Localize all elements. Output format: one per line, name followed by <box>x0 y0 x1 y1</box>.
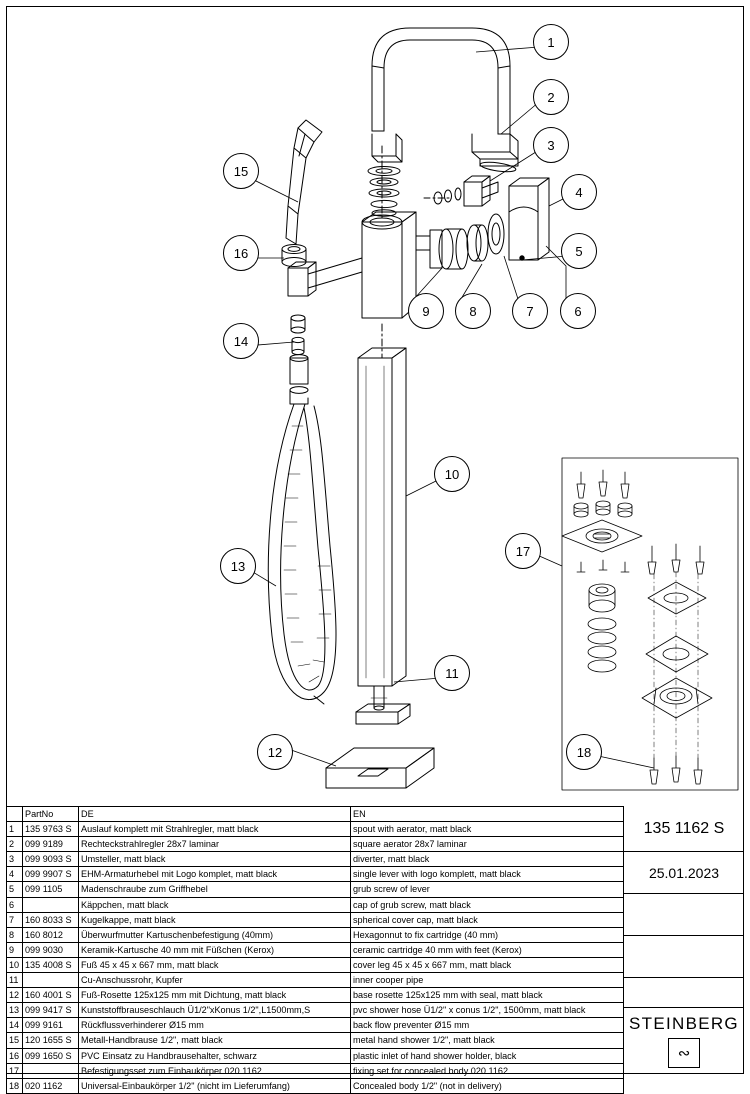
callout-13: 13 <box>220 548 256 584</box>
table-row <box>7 882 624 897</box>
cell-en: square aerator 28x7 laminar <box>351 837 624 852</box>
cell-de: Fuß-Rosette 125x125 mm mit Dichtung, matt black <box>79 988 351 1003</box>
cell-de: Universal-Einbaukörper 1/2" (nicht im Lieferumfang) <box>79 1078 351 1093</box>
cell-partno <box>23 1063 79 1078</box>
cell-en: pvc shower hose Ü1/2" x conus 1/2", 1500mm, matt black <box>351 1003 624 1018</box>
cell-partno: 099 9907 S <box>23 867 79 882</box>
callout-6: 6 <box>560 293 596 329</box>
cell-partno: 099 9189 <box>23 837 79 852</box>
cell-pos: 17 <box>7 1063 23 1078</box>
table-row <box>7 867 624 882</box>
table-row <box>7 942 624 957</box>
parts-table <box>6 806 624 1094</box>
callout-16: 16 <box>223 235 259 271</box>
cell-pos: 2 <box>7 837 23 852</box>
cell-de: EHM-Armaturhebel mit Logo komplet, matt black <box>79 867 351 882</box>
cell-en: back flow preventer Ø15 mm <box>351 1018 624 1033</box>
cell-pos: 16 <box>7 1048 23 1063</box>
cell-en: grub screw of lever <box>351 882 624 897</box>
cell-pos: 15 <box>7 1033 23 1048</box>
cell-partno: 099 9417 S <box>23 1003 79 1018</box>
cell-pos: 10 <box>7 957 23 972</box>
cell-de: Überwurfmutter Kartuschenbefestigung (40mm) <box>79 927 351 942</box>
cell-en: Hexagonnut to fix cartridge (40 mm) <box>351 927 624 942</box>
cell-en: spout with aerator, matt black <box>351 822 624 837</box>
cell-partno: 099 9161 <box>23 1018 79 1033</box>
cell-de: Madenschraube zum Griffhebel <box>79 882 351 897</box>
cell-pos: 1 <box>7 822 23 837</box>
cell-en: ceramic cartridge 40 mm with feet (Kerox) <box>351 942 624 957</box>
callout-2: 2 <box>533 79 569 115</box>
cell-pos: 18 <box>7 1078 23 1093</box>
callout-14: 14 <box>223 323 259 359</box>
cell-de: Umsteller, matt black <box>79 852 351 867</box>
callout-8: 8 <box>455 293 491 329</box>
cell-partno: 099 1650 S <box>23 1048 79 1063</box>
cell-pos: 9 <box>7 942 23 957</box>
table-header-row <box>7 807 624 822</box>
cell-pos: 6 <box>7 897 23 912</box>
table-row <box>7 822 624 837</box>
table-row <box>7 1078 624 1093</box>
cell-en: spherical cover cap, matt black <box>351 912 624 927</box>
callout-5: 5 <box>561 233 597 269</box>
th-partno: PartNo <box>23 807 79 822</box>
table-row <box>7 1018 624 1033</box>
callout-1: 1 <box>533 24 569 60</box>
cell-partno: 135 9763 S <box>23 822 79 837</box>
cell-partno <box>23 897 79 912</box>
document-number: 135 1162 S <box>623 806 744 852</box>
table-row <box>7 837 624 852</box>
cell-pos: 3 <box>7 852 23 867</box>
table-row <box>7 1063 624 1078</box>
exploded-assembly-drawing <box>6 6 744 806</box>
table-row <box>7 852 624 867</box>
cell-en: diverter, matt black <box>351 852 624 867</box>
cell-de: Metall-Handbrause 1/2", matt black <box>79 1033 351 1048</box>
callout-4: 4 <box>561 174 597 210</box>
title-block-blank-3 <box>623 978 744 1008</box>
callout-18: 18 <box>566 734 602 770</box>
table-row <box>7 973 624 988</box>
table-row <box>7 957 624 972</box>
cell-de: Befestigungsset zum Einbaukörper 020 1162 <box>79 1063 351 1078</box>
table-row <box>7 988 624 1003</box>
cell-en: Concealed body 1/2" (not in delivery) <box>351 1078 624 1093</box>
cell-en: cover leg 45 x 45 x 667 mm, matt black <box>351 957 624 972</box>
cell-pos: 13 <box>7 1003 23 1018</box>
cell-en: base rosette 125x125 mm with seal, matt black <box>351 988 624 1003</box>
cell-en: inner cooper pipe <box>351 973 624 988</box>
callout-11: 11 <box>434 655 470 691</box>
cell-partno: 160 8033 S <box>23 912 79 927</box>
cell-en: cap of grub screw, matt black <box>351 897 624 912</box>
cell-partno <box>23 973 79 988</box>
callout-7: 7 <box>512 293 548 329</box>
cell-en: single lever with logo komplett, matt black <box>351 867 624 882</box>
title-block <box>623 806 744 1074</box>
document-date: 25.01.2023 <box>623 852 744 894</box>
cell-partno: 099 9093 S <box>23 852 79 867</box>
cell-pos: 8 <box>7 927 23 942</box>
table-row <box>7 1048 624 1063</box>
callout-9: 9 <box>408 293 444 329</box>
cell-partno: 160 8012 <box>23 927 79 942</box>
table-row <box>7 927 624 942</box>
callout-15: 15 <box>223 153 259 189</box>
table-row <box>7 897 624 912</box>
cell-partno: 120 1655 S <box>23 1033 79 1048</box>
title-block-blank-1 <box>623 894 744 936</box>
cell-en: plastic inlet of hand shower holder, black <box>351 1048 624 1063</box>
brand-name: STEINBERG <box>629 1014 739 1033</box>
cell-en: fixing set for concealed body 020 1162 <box>351 1063 624 1078</box>
steinberg-logo-icon: ∾ <box>668 1038 700 1068</box>
cell-de: Kunststoffbrauseschlauch Ü1/2"xKonus 1/2",L1500mm,S <box>79 1003 351 1018</box>
th-en: EN <box>351 807 624 822</box>
cell-de: Kugelkappe, matt black <box>79 912 351 927</box>
cell-partno: 135 4008 S <box>23 957 79 972</box>
table-row <box>7 912 624 927</box>
title-block-blank-2 <box>623 936 744 978</box>
th-pos <box>7 807 23 822</box>
cell-partno: 099 9030 <box>23 942 79 957</box>
cell-pos: 14 <box>7 1018 23 1033</box>
cell-pos: 5 <box>7 882 23 897</box>
cell-pos: 7 <box>7 912 23 927</box>
cell-en: metal hand shower 1/2", matt black <box>351 1033 624 1048</box>
cell-de: Rechteckstrahlregler 28x7 laminar <box>79 837 351 852</box>
cell-de: Keramik-Kartusche 40 mm mit Füßchen (Kerox) <box>79 942 351 957</box>
table-row <box>7 1003 624 1018</box>
cell-partno: 160 4001 S <box>23 988 79 1003</box>
cell-de: Rückflussverhinderer Ø15 mm <box>79 1018 351 1033</box>
cell-pos: 11 <box>7 973 23 988</box>
callout-12: 12 <box>257 734 293 770</box>
cell-partno: 020 1162 <box>23 1078 79 1093</box>
cell-partno: 099 1105 <box>23 882 79 897</box>
callout-3: 3 <box>533 127 569 163</box>
callout-10: 10 <box>434 456 470 492</box>
cell-de: Cu-Anschussrohr, Kupfer <box>79 973 351 988</box>
cell-de: Käppchen, matt black <box>79 897 351 912</box>
cell-de: Auslauf komplett mit Strahlregler, matt black <box>79 822 351 837</box>
cell-pos: 4 <box>7 867 23 882</box>
brand-block <box>623 1008 744 1074</box>
cell-de: Fuß 45 x 45 x 667 mm, matt black <box>79 957 351 972</box>
cell-de: PVC Einsatz zu Handbrausehalter, schwarz <box>79 1048 351 1063</box>
table-row <box>7 1033 624 1048</box>
th-de: DE <box>79 807 351 822</box>
callout-17: 17 <box>505 533 541 569</box>
cell-pos: 12 <box>7 988 23 1003</box>
